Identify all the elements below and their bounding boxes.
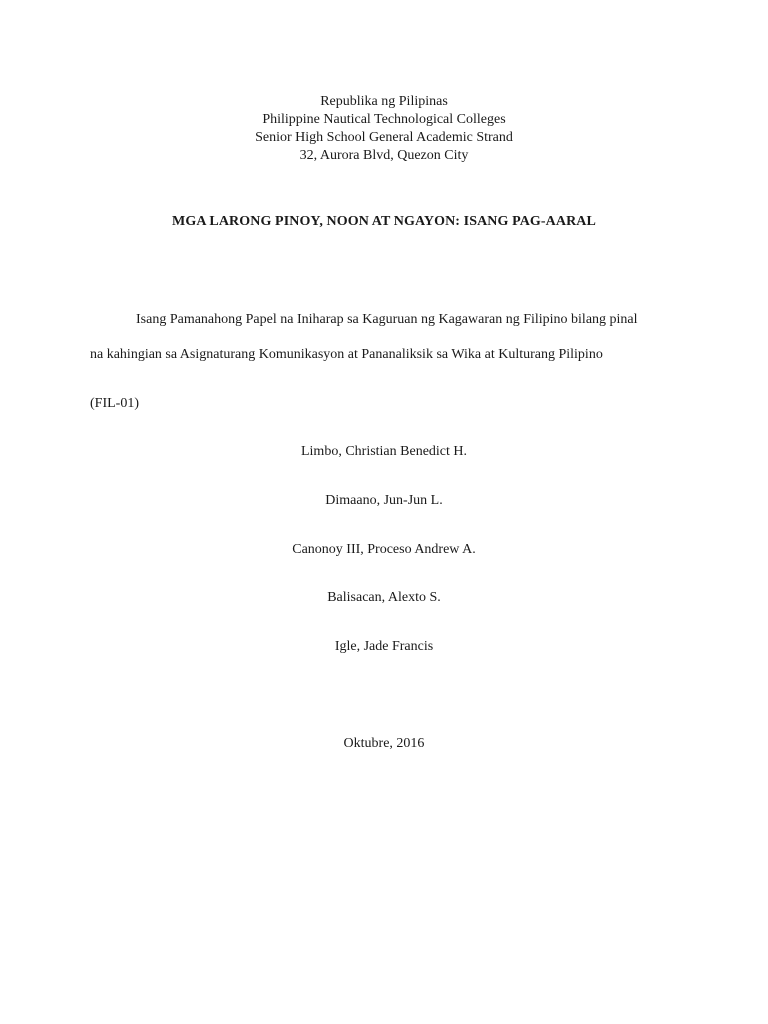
header-address: 32, Aurora Blvd, Quezon City <box>299 148 469 163</box>
paragraph-line-2: na kahingian sa Asignaturang Komunikasyon at Pananaliksik sa Wika at Kulturang Pilipino <box>90 347 603 362</box>
institution-header <box>0 93 768 165</box>
author-name: Dimaano, Jun-Jun L. <box>325 493 443 508</box>
header-college: Philippine Nautical Technological Colleges <box>262 112 506 127</box>
document-date: Oktubre, 2016 <box>343 736 425 751</box>
header-republic: Republika ng Pilipinas <box>320 94 448 109</box>
author-name: Igle, Jade Francis <box>334 639 434 654</box>
header-strand: Senior High School General Academic Strand <box>255 130 513 145</box>
author-name: Limbo, Christian Benedict H. <box>300 444 468 459</box>
author-name: Balisacan, Alexto S. <box>327 590 441 605</box>
paragraph-line-1: Isang Pamanahong Papel na Iniharap sa Kaguruan ng Kagawaran ng Filipino bilang pinal <box>136 312 638 327</box>
paragraph-line-3: (FIL-01) <box>90 396 139 411</box>
document-title: MGA LARONG PINOY, NOON AT NGAYON: ISANG PAG-AARAL <box>172 214 596 229</box>
author-name: Canonoy III, Proceso Andrew A. <box>292 542 476 557</box>
